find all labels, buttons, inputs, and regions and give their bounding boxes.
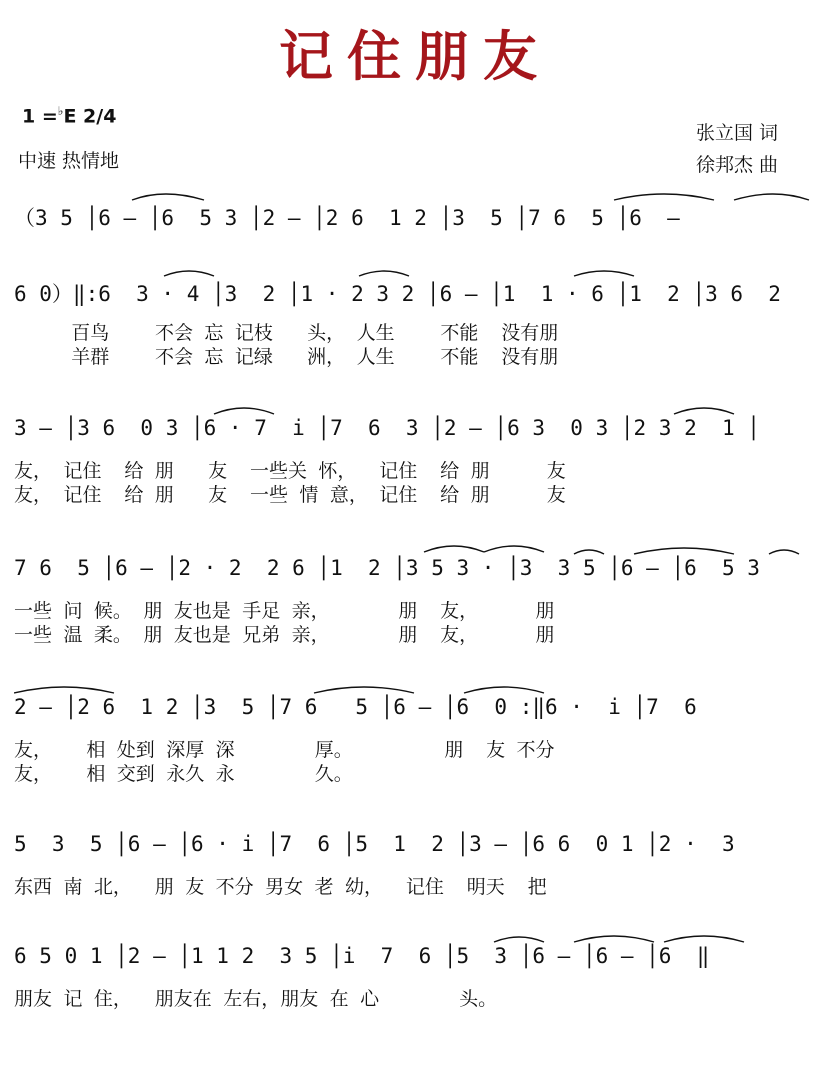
lyric-verse-2: 友， 记住 给 朋 友 一些 情 意， 记住 给 朋 友 xyxy=(14,484,566,506)
lyric-verse-1: 朋友 记 住， 朋友在 左右，朋友 在 心 头。 xyxy=(14,988,498,1010)
key-prefix: 1 = xyxy=(22,105,58,128)
tempo-marking: 中速 热情地 xyxy=(18,150,120,172)
lyric-verse-1: 友， 记住 给 朋 友 一些关 怀， 记住 给 朋 友 xyxy=(14,460,566,482)
notation-row: 7 6 5 │6 — │2 · 2 2 6 │1 2 │3 5 3 · │3 3 5 │6 — │6 5 3 xyxy=(14,556,760,580)
song-title: 记住朋友 xyxy=(279,25,551,88)
lyric-verse-2: 友， 相 交到 永久 永 久。 xyxy=(14,763,353,785)
lyric-verse-2: 一些 温 柔。 朋 友也是 兄弟 亲， 朋 友， 朋 xyxy=(14,624,555,646)
flat-sign: ♭ xyxy=(57,104,64,118)
lyric-verse-1: 百鸟 不会 忘 记枝 头， 人生 不能 没有朋 xyxy=(14,322,559,344)
lyricist-credit: 张立国 词 xyxy=(696,122,779,144)
key-suffix: E 2/4 xyxy=(63,105,117,128)
notation-row: 3 — │3 6 0 3 │6 · 7 i │7 6 3 │2 — │6 3 0 3 │2 3 2 1 │ xyxy=(14,416,760,440)
composer-credit: 徐邦杰 曲 xyxy=(696,154,779,176)
notation-row: （3 5 │6 — │6 5 3 │2 — │2 6 1 2 │3 5 │7 6 5 │6 — xyxy=(14,206,680,230)
lyric-verse-1: 东西 南 北， 朋 友 不分 男女 老 幼， 记住 明天 把 xyxy=(14,876,547,898)
lyric-verse-2: 羊群 不会 忘 记绿 洲， 人生 不能 没有朋 xyxy=(14,346,559,368)
notation-row: 5 3 5 │6 — │6 · i │7 6 │5 1 2 │3 — │6 6 0 1 │2 · 3 xyxy=(14,832,735,856)
notation-row: 2 — │2 6 1 2 │3 5 │7 6 5 │6 — │6 0 :‖6 · i │7 6 xyxy=(14,695,697,719)
key-signature xyxy=(22,104,116,127)
lyric-verse-1: 一些 问 候。 朋 友也是 手足 亲， 朋 友， 朋 xyxy=(14,600,555,622)
notation-row: 6 0）‖:6 3 · 4 │3 2 │1 · 2 3 2 │6 — │1 1 · 6 │1 2 │3 6 2 xyxy=(14,282,781,306)
notation-row: 6 5 0 1 │2 — │1 1 2 3 5 │i 7 6 │5 3 │6 — │6 — │6 ‖ xyxy=(14,944,710,968)
lyric-verse-1: 友， 相 处到 深厚 深 厚。 朋 友 不分 xyxy=(14,739,555,761)
